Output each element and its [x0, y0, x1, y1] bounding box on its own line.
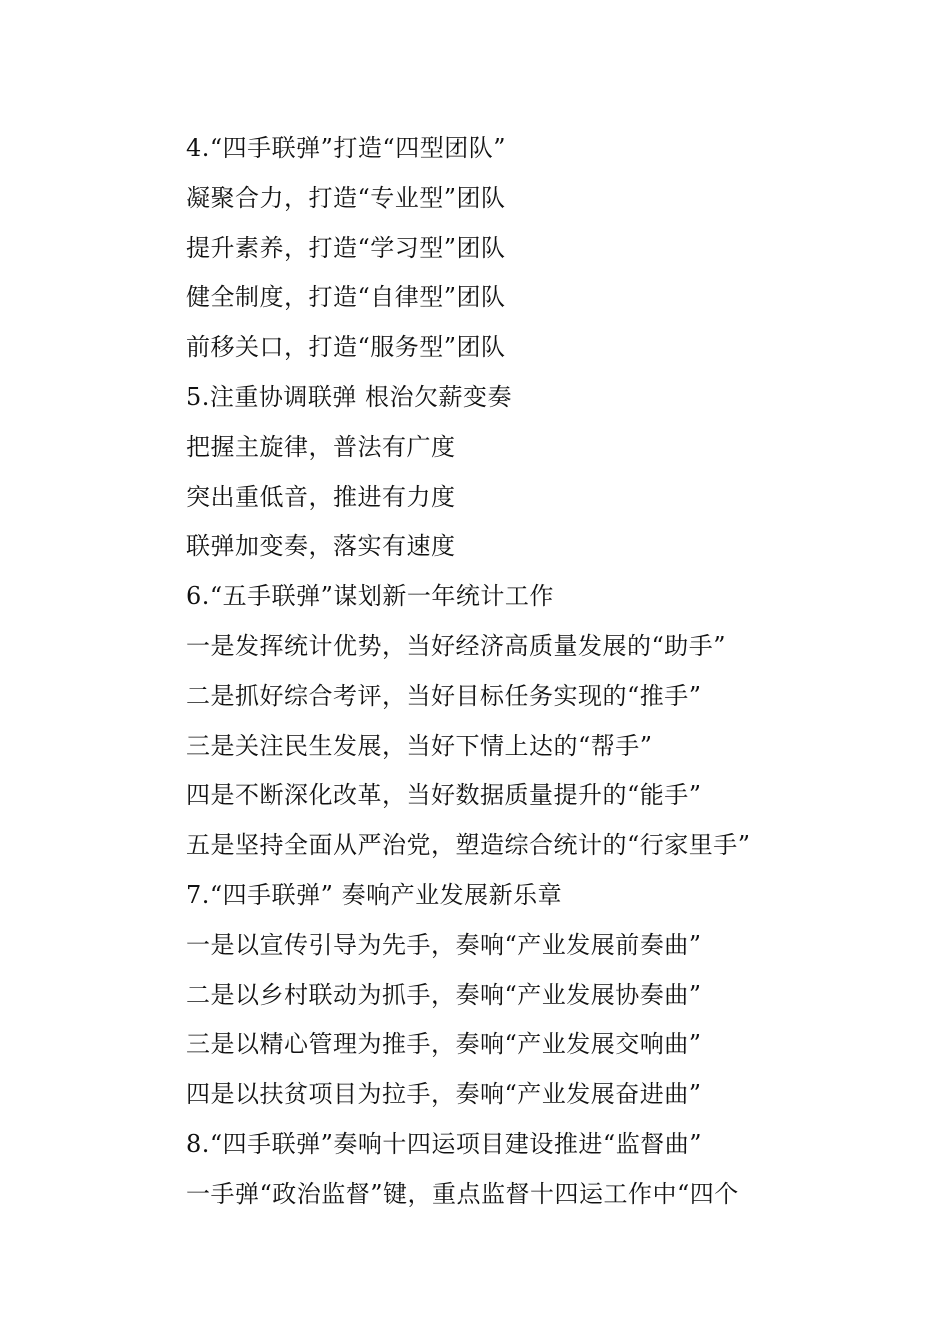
- text-line: 提升素养，打造“学习型”团队: [186, 233, 506, 262]
- text-line: 五是坚持全面从严治党，塑造综合统计的“行家里手”: [186, 831, 751, 860]
- heading-5: 5.注重协调联弹 根治欠薪变奏: [186, 382, 513, 411]
- text-line: 一是以宣传引导为先手，奏响“产业发展前奏曲”: [186, 930, 702, 959]
- text-line: 健全制度，打造“自律型”团队: [186, 283, 506, 312]
- text-line: 四是不断深化改革，当好数据质量提升的“能手”: [186, 781, 702, 810]
- heading-6: 6.“五手联弹”谋划新一年统计工作: [186, 582, 554, 611]
- heading-4: 4.“四手联弹”打造“四型团队”: [186, 134, 506, 162]
- heading-7: 7.“四手联弹” 奏响产业发展新乐章: [186, 880, 563, 909]
- text-line: 三是关注民生发展，当好下情上达的“帮手”: [186, 731, 653, 760]
- text-line: 联弹加变奏，落实有速度: [186, 532, 456, 561]
- text-line: 二是抓好综合考评，当好目标任务实现的“推手”: [186, 681, 702, 710]
- text-line: 把握主旋律，普法有广度: [186, 432, 456, 461]
- text-line: 四是以扶贫项目为拉手，奏响“产业发展奋进曲”: [186, 1080, 702, 1109]
- text-line: 二是以乡村联动为抓手，奏响“产业发展协奏曲”: [186, 980, 702, 1009]
- text-line: 三是以精心管理为推手，奏响“产业发展交响曲”: [186, 1030, 702, 1059]
- text-line: 一手弹“政治监督”键，重点监督十四运工作中“四个: [186, 1179, 739, 1208]
- text-line: 凝聚合力，打造“专业型”团队: [186, 183, 506, 212]
- document-body: [186, 124, 836, 1220]
- heading-8: 8.“四手联弹”奏响十四运项目建设推进“监督曲”: [186, 1129, 702, 1158]
- text-line: 突出重低音，推进有力度: [186, 482, 456, 511]
- text-line: 一是发挥统计优势，当好经济高质量发展的“助手”: [186, 631, 727, 660]
- text-line: 前移关口，打造“服务型”团队: [186, 333, 506, 362]
